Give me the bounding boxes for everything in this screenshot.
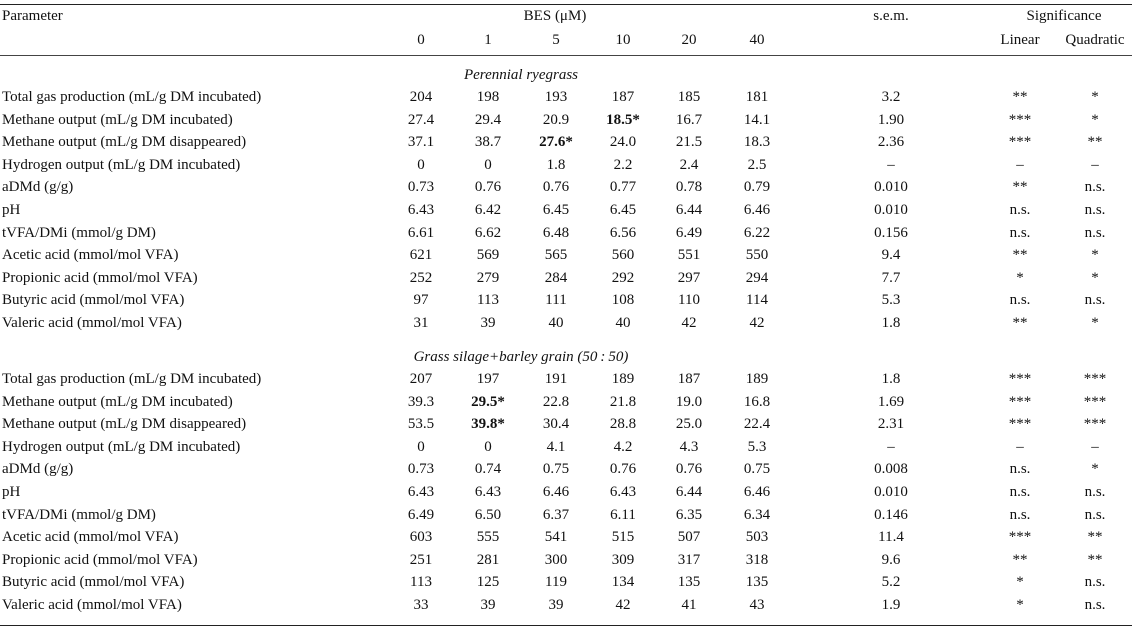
quadratic-cell: n.s. xyxy=(1084,292,1106,309)
value-cell: 0.79 xyxy=(743,179,771,196)
value-cell: 28.8 xyxy=(609,416,637,433)
value-cell: 27.6* xyxy=(539,134,573,151)
table-row xyxy=(0,458,1132,480)
linear-cell: ** xyxy=(1012,315,1028,331)
value-cell: 111 xyxy=(545,292,567,309)
value-cell: 114 xyxy=(746,292,768,309)
value-cell: 0.73 xyxy=(407,461,435,478)
quadratic-cell: * xyxy=(1091,111,1099,128)
table-row xyxy=(0,526,1132,548)
value-cell: 207 xyxy=(409,371,433,387)
value-cell: 0.76 xyxy=(675,461,703,478)
sem-cell: 9.4 xyxy=(881,247,901,264)
value-cell: 40 xyxy=(615,315,631,331)
header-significance: Significance xyxy=(1026,8,1102,24)
row-label: Propionic acid (mmol/mol VFA) xyxy=(2,551,198,568)
value-cell: 2.2 xyxy=(613,156,633,173)
header-dose: 20 xyxy=(681,32,697,48)
header-rule xyxy=(0,55,1132,56)
linear-cell: n.s. xyxy=(1009,506,1031,523)
sem-cell: 9.6 xyxy=(881,551,901,568)
quadratic-cell: n.s. xyxy=(1084,506,1106,523)
value-cell: 97 xyxy=(413,292,429,309)
top-rule xyxy=(0,4,1132,5)
value-cell: 43 xyxy=(749,597,765,613)
value-cell: 4.2 xyxy=(613,438,633,455)
bottom-rule xyxy=(0,625,1132,626)
linear-cell: n.s. xyxy=(1009,461,1031,478)
row-label: Total gas production (mL/g DM incubated) xyxy=(2,371,262,387)
value-cell: 0.74 xyxy=(474,461,502,478)
value-cell: 0.76 xyxy=(542,179,570,196)
value-cell: 0 xyxy=(417,156,425,173)
table-row xyxy=(0,312,1132,334)
sem-cell: 3.2 xyxy=(881,89,901,105)
value-cell: 42 xyxy=(681,315,697,331)
value-cell: 6.56 xyxy=(609,224,637,241)
linear-cell: ** xyxy=(1012,247,1028,264)
quadratic-cell: *** xyxy=(1083,393,1107,410)
table-row xyxy=(0,154,1132,176)
value-cell: 2.5 xyxy=(747,156,767,173)
value-cell: 294 xyxy=(745,269,769,286)
value-cell: 181 xyxy=(745,89,769,105)
value-cell: 0.76 xyxy=(474,179,502,196)
value-cell: 507 xyxy=(677,529,701,546)
quadratic-cell: ** xyxy=(1087,551,1103,568)
sem-cell: 0.146 xyxy=(874,506,908,523)
value-cell: 6.42 xyxy=(474,202,502,218)
linear-cell: ** xyxy=(1012,551,1028,568)
value-cell: 14.1 xyxy=(743,111,771,128)
value-cell: 125 xyxy=(476,574,500,591)
value-cell: 198 xyxy=(476,89,500,105)
value-cell: 6.44 xyxy=(675,202,703,218)
value-cell: 33 xyxy=(413,597,429,613)
linear-cell: – xyxy=(1016,156,1024,173)
linear-cell: * xyxy=(1016,269,1024,286)
value-cell: 134 xyxy=(611,574,635,591)
value-cell: 251 xyxy=(409,551,433,568)
table-row xyxy=(0,368,1132,390)
table-row xyxy=(0,86,1132,108)
value-cell: 555 xyxy=(476,529,500,546)
header-dose: 40 xyxy=(749,32,765,48)
table-row xyxy=(0,594,1132,616)
value-cell: 6.22 xyxy=(743,224,771,241)
linear-cell: *** xyxy=(1008,529,1032,546)
quadratic-cell: n.s. xyxy=(1084,597,1106,613)
quadratic-cell: * xyxy=(1091,269,1099,286)
table-row xyxy=(0,413,1132,435)
linear-cell: n.s. xyxy=(1009,484,1031,500)
linear-cell: *** xyxy=(1008,416,1032,433)
value-cell: 0.77 xyxy=(609,179,637,196)
value-cell: 6.62 xyxy=(474,224,502,241)
value-cell: 119 xyxy=(545,574,567,591)
value-cell: 29.4 xyxy=(474,111,502,128)
header-quadratic: Quadratic xyxy=(1065,32,1125,48)
value-cell: 6.43 xyxy=(609,484,637,500)
value-cell: 53.5 xyxy=(407,416,435,433)
value-cell: 0 xyxy=(417,438,425,455)
sem-cell: 7.7 xyxy=(881,269,901,286)
sem-cell: 0.008 xyxy=(874,461,908,478)
quadratic-cell: ** xyxy=(1087,529,1103,546)
value-cell: 565 xyxy=(544,247,568,264)
table-row xyxy=(0,267,1132,289)
value-cell: 6.46 xyxy=(542,484,570,500)
sem-cell: – xyxy=(887,438,895,455)
linear-cell: ** xyxy=(1012,179,1028,196)
row-label: pH xyxy=(2,202,21,218)
header-dose: 0 xyxy=(417,32,425,48)
value-cell: 0.73 xyxy=(407,179,435,196)
quadratic-cell: *** xyxy=(1083,371,1107,387)
value-cell: 4.1 xyxy=(546,438,566,455)
value-cell: 39 xyxy=(480,597,496,613)
sem-cell: 1.8 xyxy=(881,371,901,387)
value-cell: 135 xyxy=(677,574,701,591)
sem-cell: 0.010 xyxy=(874,484,908,500)
header-sem: s.e.m. xyxy=(873,8,909,24)
value-cell: 113 xyxy=(477,292,499,309)
sem-cell: 1.9 xyxy=(881,597,901,613)
value-cell: 550 xyxy=(745,247,769,264)
value-cell: 187 xyxy=(677,371,701,387)
linear-cell: * xyxy=(1016,574,1024,591)
linear-cell: n.s. xyxy=(1009,202,1031,218)
value-cell: 309 xyxy=(611,551,635,568)
value-cell: 515 xyxy=(611,529,635,546)
value-cell: 1.8 xyxy=(546,156,566,173)
value-cell: 191 xyxy=(544,371,568,387)
value-cell: 0.78 xyxy=(675,179,703,196)
row-label: Hydrogen output (mL/g DM incubated) xyxy=(2,156,241,173)
value-cell: 6.61 xyxy=(407,224,435,241)
quadratic-cell: * xyxy=(1091,247,1099,264)
value-cell: 6.11 xyxy=(610,506,636,523)
table-row xyxy=(0,199,1132,221)
row-label: Methane output (mL/g DM incubated) xyxy=(2,393,233,410)
row-label: Methane output (mL/g DM incubated) xyxy=(2,111,233,128)
value-cell: 19.0 xyxy=(675,393,703,410)
value-cell: 113 xyxy=(410,574,432,591)
value-cell: 189 xyxy=(611,371,635,387)
value-cell: 108 xyxy=(611,292,635,309)
value-cell: 185 xyxy=(677,89,701,105)
value-cell: 6.45 xyxy=(609,202,637,218)
linear-cell: *** xyxy=(1008,111,1032,128)
table-row xyxy=(0,391,1132,413)
value-cell: 503 xyxy=(745,529,769,546)
sem-cell: 5.3 xyxy=(881,292,901,309)
sem-cell: 0.156 xyxy=(874,224,908,241)
sem-cell: 0.010 xyxy=(874,179,908,196)
linear-cell: *** xyxy=(1008,371,1032,387)
value-cell: 20.9 xyxy=(542,111,570,128)
header-parameter: Parameter xyxy=(2,8,63,24)
table-row xyxy=(0,504,1132,526)
linear-cell: n.s. xyxy=(1009,224,1031,241)
sem-cell: 1.8 xyxy=(881,315,901,331)
value-cell: 27.4 xyxy=(407,111,435,128)
row-label: Acetic acid (mmol/mol VFA) xyxy=(2,247,179,264)
value-cell: 187 xyxy=(611,89,635,105)
value-cell: 41 xyxy=(681,597,697,613)
value-cell: 16.8 xyxy=(743,393,771,410)
value-cell: 21.8 xyxy=(609,393,637,410)
value-cell: 42 xyxy=(749,315,765,331)
value-cell: 16.7 xyxy=(675,111,703,128)
value-cell: 6.49 xyxy=(675,224,703,241)
quadratic-cell: n.s. xyxy=(1084,179,1106,196)
linear-cell: ** xyxy=(1012,89,1028,105)
value-cell: 6.43 xyxy=(474,484,502,500)
table-row xyxy=(0,481,1132,503)
quadratic-cell: * xyxy=(1091,461,1099,478)
value-cell: 0 xyxy=(484,156,492,173)
value-cell: 6.35 xyxy=(675,506,703,523)
value-cell: 6.46 xyxy=(743,484,771,500)
value-cell: 541 xyxy=(544,529,568,546)
value-cell: 193 xyxy=(544,89,568,105)
value-cell: 110 xyxy=(678,292,700,309)
row-label: Propionic acid (mmol/mol VFA) xyxy=(2,269,198,286)
value-cell: 0.76 xyxy=(609,461,637,478)
value-cell: 318 xyxy=(745,551,769,568)
row-label: Methane output (mL/g DM disappeared) xyxy=(2,416,247,433)
table-row xyxy=(0,571,1132,593)
value-cell: 31 xyxy=(413,315,429,331)
value-cell: 603 xyxy=(409,529,433,546)
table-row xyxy=(0,222,1132,244)
row-label: Valeric acid (mmol/mol VFA) xyxy=(2,315,182,331)
value-cell: 6.49 xyxy=(407,506,435,523)
quadratic-cell: n.s. xyxy=(1084,484,1106,500)
value-cell: 6.48 xyxy=(542,224,570,241)
header-dose: 10 xyxy=(615,32,631,48)
value-cell: 39.3 xyxy=(407,393,435,410)
row-label: aDMd (g/g) xyxy=(2,461,74,478)
value-cell: 6.37 xyxy=(542,506,570,523)
value-cell: 18.5* xyxy=(606,111,640,128)
row-label: tVFA/DMi (mmol/g DM) xyxy=(2,224,156,241)
quadratic-cell: – xyxy=(1091,438,1099,455)
quadratic-cell: n.s. xyxy=(1084,202,1106,218)
row-label: Hydrogen output (mL/g DM incubated) xyxy=(2,438,241,455)
quadratic-cell: – xyxy=(1091,156,1099,173)
linear-cell: *** xyxy=(1008,393,1032,410)
section-title: Perennial ryegrass xyxy=(463,67,578,83)
quadratic-cell: * xyxy=(1091,315,1099,331)
value-cell: 0.75 xyxy=(743,461,771,478)
value-cell: 6.46 xyxy=(743,202,771,218)
value-cell: 135 xyxy=(745,574,769,591)
row-label: Butyric acid (mmol/mol VFA) xyxy=(2,292,185,309)
value-cell: 560 xyxy=(611,247,635,264)
value-cell: 6.50 xyxy=(474,506,502,523)
value-cell: 6.43 xyxy=(407,484,435,500)
header-dose: 1 xyxy=(484,32,492,48)
row-label: tVFA/DMi (mmol/g DM) xyxy=(2,506,156,523)
header-dose: 5 xyxy=(552,32,560,48)
table-row xyxy=(0,436,1132,458)
value-cell: 21.5 xyxy=(675,134,703,151)
section-title: Grass silage+barley grain (50 : 50) xyxy=(413,349,629,365)
value-cell: 6.44 xyxy=(675,484,703,500)
sem-cell: 1.69 xyxy=(877,393,905,410)
value-cell: 551 xyxy=(677,247,701,264)
row-label: Valeric acid (mmol/mol VFA) xyxy=(2,597,182,613)
value-cell: 292 xyxy=(611,269,635,286)
sem-cell: 2.36 xyxy=(877,134,905,151)
value-cell: 0.75 xyxy=(542,461,570,478)
value-cell: 38.7 xyxy=(474,134,502,151)
value-cell: 0 xyxy=(484,438,492,455)
quadratic-cell: n.s. xyxy=(1084,224,1106,241)
value-cell: 22.8 xyxy=(542,393,570,410)
table-row xyxy=(0,176,1132,198)
linear-cell: – xyxy=(1016,438,1024,455)
row-label: Butyric acid (mmol/mol VFA) xyxy=(2,574,185,591)
row-label: Acetic acid (mmol/mol VFA) xyxy=(2,529,179,546)
linear-cell: * xyxy=(1016,597,1024,613)
value-cell: 284 xyxy=(544,269,568,286)
value-cell: 317 xyxy=(677,551,701,568)
value-cell: 39 xyxy=(480,315,496,331)
value-cell: 189 xyxy=(745,371,769,387)
table-row xyxy=(0,109,1132,131)
row-label: Total gas production (mL/g DM incubated) xyxy=(2,89,262,105)
table-row xyxy=(0,289,1132,311)
value-cell: 6.45 xyxy=(542,202,570,218)
linear-cell: n.s. xyxy=(1009,292,1031,309)
sem-cell: 1.90 xyxy=(877,111,905,128)
sem-cell: 2.31 xyxy=(877,416,905,433)
sem-cell: 5.2 xyxy=(881,574,901,591)
value-cell: 22.4 xyxy=(743,416,771,433)
value-cell: 6.34 xyxy=(743,506,771,523)
row-label: Methane output (mL/g DM disappeared) xyxy=(2,134,247,151)
value-cell: 297 xyxy=(677,269,701,286)
value-cell: 37.1 xyxy=(407,134,435,151)
value-cell: 5.3 xyxy=(747,438,767,455)
sem-cell: 0.010 xyxy=(874,202,908,218)
value-cell: 204 xyxy=(409,89,433,105)
sem-cell: – xyxy=(887,156,895,173)
value-cell: 279 xyxy=(476,269,500,286)
quadratic-cell: *** xyxy=(1083,416,1107,433)
value-cell: 197 xyxy=(476,371,500,387)
value-cell: 40 xyxy=(548,315,564,331)
value-cell: 25.0 xyxy=(675,416,703,433)
header-linear: Linear xyxy=(1000,32,1040,48)
value-cell: 30.4 xyxy=(542,416,570,433)
quadratic-cell: n.s. xyxy=(1084,574,1106,591)
value-cell: 42 xyxy=(615,597,631,613)
table-row xyxy=(0,549,1132,571)
value-cell: 6.43 xyxy=(407,202,435,218)
value-cell: 252 xyxy=(409,269,433,286)
quadratic-cell: ** xyxy=(1087,134,1103,151)
value-cell: 569 xyxy=(476,247,500,264)
header-bes: BES (μM) xyxy=(523,8,587,24)
table-row xyxy=(0,131,1132,153)
value-cell: 39.8* xyxy=(471,416,505,433)
value-cell: 29.5* xyxy=(471,393,505,410)
table-row xyxy=(0,244,1132,266)
row-label: aDMd (g/g) xyxy=(2,179,74,196)
linear-cell: *** xyxy=(1008,134,1032,151)
value-cell: 281 xyxy=(476,551,500,568)
sem-cell: 11.4 xyxy=(878,529,904,546)
value-cell: 2.4 xyxy=(679,156,699,173)
value-cell: 4.3 xyxy=(679,438,699,455)
quadratic-cell: * xyxy=(1091,89,1099,105)
value-cell: 39 xyxy=(548,597,564,613)
value-cell: 621 xyxy=(409,247,433,264)
value-cell: 18.3 xyxy=(743,134,771,151)
row-label: pH xyxy=(2,484,21,500)
value-cell: 300 xyxy=(544,551,568,568)
value-cell: 24.0 xyxy=(609,134,637,151)
